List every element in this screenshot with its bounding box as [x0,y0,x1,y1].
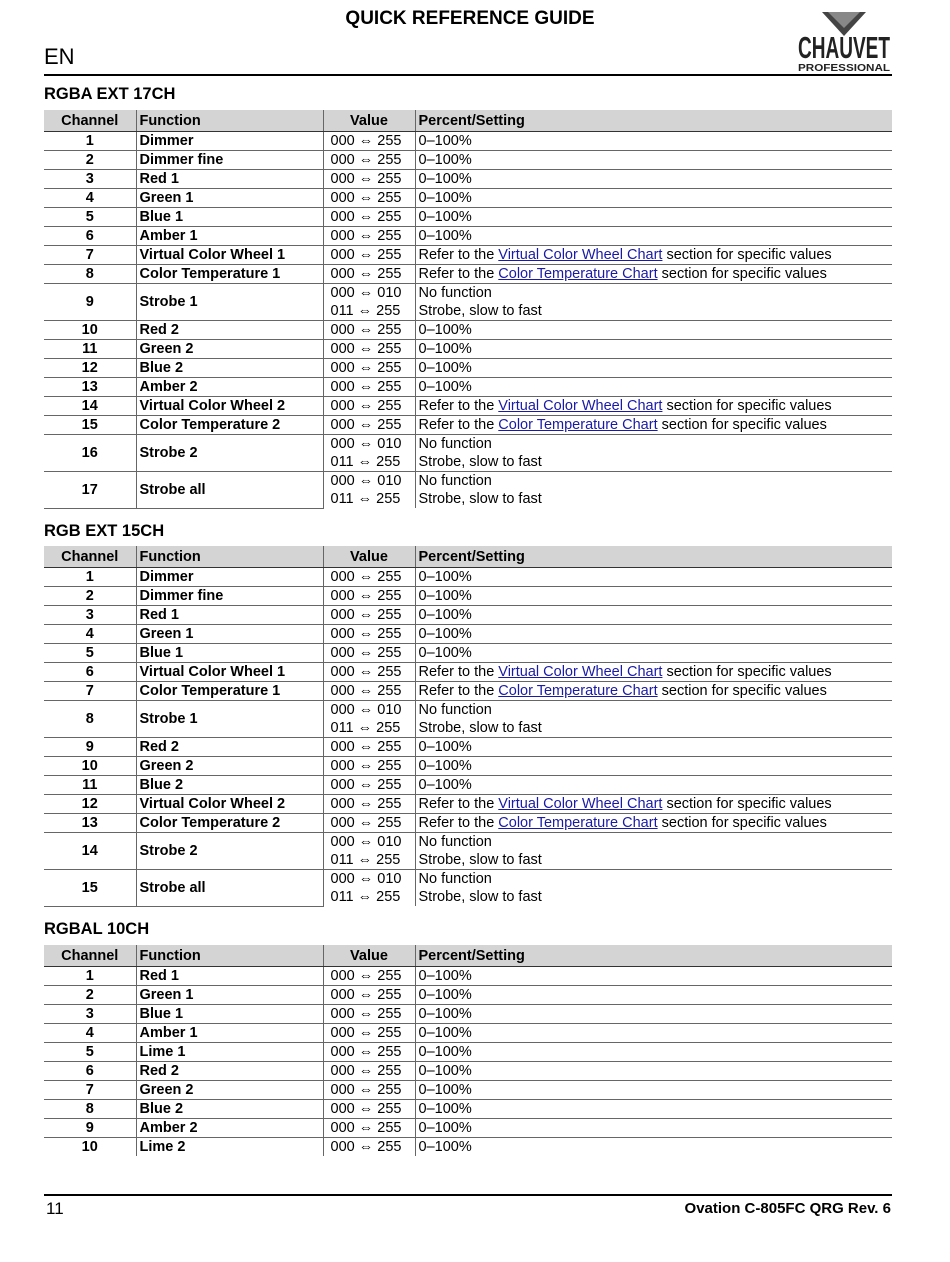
channel-number: 3 [44,170,136,189]
function-name: Red 2 [136,738,323,757]
function-name: Lime 1 [136,1043,323,1062]
section-title: RGBA EXT 17CH [44,85,176,103]
channel-number: 2 [44,151,136,170]
value-range: 000 ⇔ 255 [323,795,415,814]
refer-prefix: Refer to the [418,398,499,414]
setting: 0–100% [415,227,892,246]
setting: 0–100% [415,189,892,208]
table-row [44,208,892,227]
setting: 0–100% [415,625,892,644]
table-row [44,284,892,303]
table-row [44,833,892,852]
color-temperature-link[interactable]: Color Temperature Chart [498,417,658,433]
refer-prefix: Refer to the [418,796,499,812]
function-name: Amber 2 [136,378,323,397]
setting: 0–100% [415,1100,892,1119]
table-row [44,170,892,189]
setting: 0–100% [415,208,892,227]
function-name: Green 1 [136,189,323,208]
channel-number: 13 [44,814,136,833]
table-row [44,682,892,701]
column-header-function: Function [136,110,323,132]
channel-number: 4 [44,189,136,208]
channel-number: 1 [44,132,136,151]
value-range: 000 ⇔ 010 [323,701,415,720]
value-range: 000 ⇔ 255 [323,967,415,986]
table-row [44,378,892,397]
table-row [44,416,892,435]
table-row [44,472,892,491]
function-name: Strobe all [136,870,323,907]
column-header-channel: Channel [44,110,136,132]
refer-prefix: Refer to the [418,815,499,831]
value-range: 000 ⇔ 255 [323,757,415,776]
dmx-table [44,110,892,509]
function-name: Green 2 [136,757,323,776]
function-name: Virtual Color Wheel 2 [136,397,323,416]
value-range: 000 ⇔ 255 [323,378,415,397]
setting [415,795,892,814]
function-name: Red 1 [136,606,323,625]
table-row [44,1119,892,1138]
refer-suffix: section for specific values [662,247,832,263]
value-range: 000 ⇔ 255 [323,606,415,625]
value-range: 000 ⇔ 010 [323,833,415,852]
table-row [44,1062,892,1081]
table-row [44,625,892,644]
value-range: 011 ⇔ 255 [323,453,415,472]
value-range: 000 ⇔ 010 [323,472,415,491]
channel-number: 10 [81,1139,98,1155]
section-title: RGB EXT 15CH [44,522,165,540]
value-range: 000 ⇔ 255 [323,1043,415,1062]
table-row [44,568,892,587]
channel-number: 9 [44,738,136,757]
function-name: Dimmer [136,568,323,587]
channel-number: 14 [44,833,136,870]
setting: No function [415,435,892,454]
document-id: Ovation C-805FC QRG Rev. 6 [684,1200,891,1217]
channel-number: 10 [44,757,136,776]
setting [415,682,892,701]
setting: Strobe, slow to fast [415,719,892,738]
refer-prefix: Refer to the [418,417,499,433]
table-row [44,757,892,776]
function-name: Blue 1 [136,644,323,663]
table-row [44,132,892,151]
table-row [44,776,892,795]
setting: 0–100% [415,1024,892,1043]
value-range: 000 ⇔ 255 [323,814,415,833]
value-range: 000 ⇔ 255 [323,1062,415,1081]
page-title: QUICK REFERENCE GUIDE [345,8,595,29]
setting: 0–100% [415,568,892,587]
setting: 0–100% [415,986,892,1005]
refer-suffix: section for specific values [662,664,832,680]
channel-number: 5 [44,644,136,663]
table-row [44,1100,892,1119]
channel-number: 12 [44,795,136,814]
table-row [44,814,892,833]
table-row [44,644,892,663]
function-name: Blue 2 [136,776,323,795]
refer-prefix: Refer to the [418,247,499,263]
page-number: 11 [46,1199,64,1218]
setting: Strobe, slow to fast [415,490,892,508]
table-row [44,1024,892,1043]
virtual-color-wheel-link[interactable]: Virtual Color Wheel Chart [498,796,663,812]
section-title: RGBAL 10CH [44,920,150,938]
setting: 0–100% [415,170,892,189]
value-range: 000 ⇔ 255 [323,227,415,246]
virtual-color-wheel-link[interactable]: Virtual Color Wheel Chart [498,247,663,263]
channel-number: 7 [44,1081,136,1100]
table-row [44,151,892,170]
setting [415,416,892,435]
refer-prefix: Refer to the [418,664,499,680]
setting: No function [415,472,892,491]
function-name: Dimmer fine [136,587,323,606]
function-name: Blue 1 [136,208,323,227]
function-name: Virtual Color Wheel 2 [136,795,323,814]
function-name: Green 1 [136,986,323,1005]
channel-number: 1 [44,967,136,986]
setting: 0–100% [415,757,892,776]
setting: No function [415,833,892,852]
function-name: Red 2 [136,321,323,340]
logo-sub-text: PROFESSIONAL [798,62,891,74]
channel-number: 11 [44,776,136,795]
setting: Strobe, slow to fast [415,851,892,870]
value-range: 000 ⇔ 255 [323,738,415,757]
column-header-setting: Percent/Setting [415,546,892,568]
value-range: 000 ⇔ 255 [323,1100,415,1119]
function-name: Red 1 [136,170,323,189]
value-range: 000 ⇔ 255 [323,1081,415,1100]
setting: No function [415,701,892,720]
color-temperature-link[interactable]: Color Temperature Chart [498,683,658,699]
table-row [44,1043,892,1062]
function-name: Green 2 [136,1081,323,1100]
value-range: 011 ⇔ 255 [323,851,415,870]
value-range: 000 ⇔ 255 [323,644,415,663]
virtual-color-wheel-link[interactable]: Virtual Color Wheel Chart [498,664,663,680]
channel-number: 7 [44,682,136,701]
channel-number: 12 [44,359,136,378]
channel-number: 6 [44,663,136,682]
function-name: Virtual Color Wheel 1 [136,246,323,265]
table-row [44,189,892,208]
table-row [44,265,892,284]
table-row [44,1081,892,1100]
setting [415,265,892,284]
table-row [44,435,892,454]
column-header-setting: Percent/Setting [415,945,892,967]
setting: 0–100% [415,967,892,986]
channel-number: 14 [44,397,136,416]
channel-number: 9 [44,1119,136,1138]
value-range: 000 ⇔ 255 [323,568,415,587]
table-row [44,738,892,757]
setting: 0–100% [415,340,892,359]
setting: Strobe, slow to fast [415,302,892,321]
refer-suffix: section for specific values [657,266,827,282]
function-name: Strobe 1 [136,284,323,321]
channel-number: 15 [44,870,136,907]
channel-number: 17 [44,472,136,509]
setting [415,397,892,416]
function-name: Strobe 2 [136,435,323,472]
value-range: 000 ⇔ 255 [323,265,415,284]
channel-number: 2 [44,986,136,1005]
setting: 0–100% [415,644,892,663]
channel-number: 6 [44,227,136,246]
value-range: 000 ⇔ 010 [323,870,415,889]
refer-suffix: section for specific values [662,398,832,414]
value-range: 000 ⇔ 255 [323,246,415,265]
header-divider [44,74,892,76]
value-range: 000 ⇔ 255 [323,397,415,416]
dmx-table [44,546,892,907]
channel-number: 13 [44,378,136,397]
value-range: 000 ⇔ 255 [323,776,415,795]
value-range: 000 ⇔ 255 [323,416,415,435]
column-header-setting: Percent/Setting [415,110,892,132]
channel-number: 4 [44,625,136,644]
value-range: 000 ⇔ 255 [323,663,415,682]
value-range: 011 ⇔ 255 [323,719,415,738]
setting: 0–100% [415,132,892,151]
logo-brand-text: CHAUVET [798,30,891,65]
channel-number: 1 [44,568,136,587]
function-name: Color Temperature 1 [136,265,323,284]
table-row [44,870,892,889]
column-header-value: Value [323,110,415,132]
table-row [44,1138,892,1157]
column-header-value: Value [323,945,415,967]
column-header-function: Function [136,546,323,568]
function-name: Strobe 2 [136,833,323,870]
function-name: Color Temperature 2 [136,416,323,435]
value-range: 000 ⇔ 255 [323,682,415,701]
table-row [44,606,892,625]
value-range: 000 ⇔ 255 [323,321,415,340]
refer-suffix: section for specific values [657,683,827,699]
value-range: 000 ⇔ 255 [323,1138,415,1157]
channel-number: 9 [44,284,136,321]
table-row [44,321,892,340]
setting: 0–100% [415,776,892,795]
setting: 0–100% [415,1119,892,1138]
setting: 0–100% [415,606,892,625]
value-range: 000 ⇔ 255 [323,1005,415,1024]
setting: Strobe, slow to fast [415,888,892,906]
column-header-channel: Channel [44,945,136,967]
refer-prefix: Refer to the [418,266,499,282]
refer-prefix: Refer to the [418,683,499,699]
channel-number: 3 [44,606,136,625]
function-name: Blue 2 [136,1100,323,1119]
table-row [44,397,892,416]
table-row [44,340,892,359]
function-name: Strobe 1 [136,701,323,738]
table-row [44,227,892,246]
function-name: Amber 2 [136,1119,323,1138]
function-name: Dimmer fine [136,151,323,170]
function-name: Virtual Color Wheel 1 [136,663,323,682]
table-row [44,795,892,814]
column-header-value: Value [323,546,415,568]
value-range: 000 ⇔ 255 [323,151,415,170]
channel-number: 6 [44,1062,136,1081]
refer-suffix: section for specific values [657,815,827,831]
column-header-function: Function [136,945,323,967]
function-name: Blue 2 [136,359,323,378]
setting: No function [415,870,892,889]
function-name: Color Temperature 1 [136,682,323,701]
function-name: Red 2 [136,1062,323,1081]
virtual-color-wheel-link[interactable]: Virtual Color Wheel Chart [498,398,663,414]
value-range: 000 ⇔ 255 [323,170,415,189]
channel-number: 4 [44,1024,136,1043]
function-name: Amber 1 [136,1024,323,1043]
refer-suffix: section for specific values [657,417,827,433]
value-range: 000 ⇔ 255 [323,359,415,378]
value-range: 000 ⇔ 255 [323,986,415,1005]
setting: 0–100% [415,587,892,606]
function-name: Lime 2 [136,1138,323,1157]
refer-suffix: section for specific values [662,796,832,812]
setting: 0–100% [415,1043,892,1062]
channel-number: 5 [44,208,136,227]
channel-number: 5 [44,1043,136,1062]
value-range: 011 ⇔ 255 [323,888,415,906]
setting: 0–100% [415,738,892,757]
table-row [44,967,892,986]
channel-number: 10 [44,321,136,340]
setting: 0–100% [415,321,892,340]
language-label: EN [44,44,75,69]
setting [415,663,892,682]
footer-divider [44,1194,892,1196]
color-temperature-link[interactable]: Color Temperature Chart [498,815,658,831]
value-range: 000 ⇔ 010 [323,435,415,454]
setting: 0–100% [415,151,892,170]
function-name: Blue 1 [136,1005,323,1024]
function-name: Green 2 [136,340,323,359]
column-header-channel: Channel [44,546,136,568]
value-range: 000 ⇔ 255 [323,1119,415,1138]
setting [415,246,892,265]
table-row [44,359,892,378]
table-row [44,663,892,682]
channel-number: 16 [44,435,136,472]
value-range: 000 ⇔ 255 [323,189,415,208]
setting [415,814,892,833]
table-row [44,587,892,606]
table-row [44,1005,892,1024]
color-temperature-link[interactable]: Color Temperature Chart [498,266,658,282]
value-range: 000 ⇔ 255 [323,208,415,227]
channel-number: 8 [44,265,136,284]
value-range: 000 ⇔ 255 [323,340,415,359]
value-range: 000 ⇔ 255 [323,587,415,606]
function-name: Red 1 [136,967,323,986]
setting: 0–100% [415,359,892,378]
setting: 0–100% [415,1138,892,1157]
table-header-row [44,945,892,967]
table-row [44,986,892,1005]
value-range: 011 ⇔ 255 [323,302,415,321]
channel-number: 11 [44,340,136,359]
table-row [44,701,892,720]
function-name: Amber 1 [136,227,323,246]
table-header-row [44,110,892,132]
channel-number: 2 [44,587,136,606]
value-range: 011 ⇔ 255 [323,490,415,508]
value-range: 000 ⇔ 255 [323,1024,415,1043]
channel-number: 3 [44,1005,136,1024]
dmx-table [44,945,892,1156]
value-range: 000 ⇔ 255 [323,132,415,151]
channel-number: 15 [44,416,136,435]
channel-number: 8 [44,701,136,738]
function-name: Green 1 [136,625,323,644]
chauvet-logo [796,12,892,74]
setting: No function [415,284,892,303]
value-range: 000 ⇔ 010 [323,284,415,303]
setting: 0–100% [415,1062,892,1081]
function-name: Strobe all [136,472,323,509]
function-name: Color Temperature 2 [136,814,323,833]
channel-number: 7 [44,246,136,265]
setting: 0–100% [415,1005,892,1024]
table-header-row [44,546,892,568]
table-row [44,246,892,265]
setting: 0–100% [415,378,892,397]
setting: Strobe, slow to fast [415,453,892,472]
channel-number: 8 [44,1100,136,1119]
value-range: 000 ⇔ 255 [323,625,415,644]
setting: 0–100% [415,1081,892,1100]
function-name: Dimmer [136,132,323,151]
